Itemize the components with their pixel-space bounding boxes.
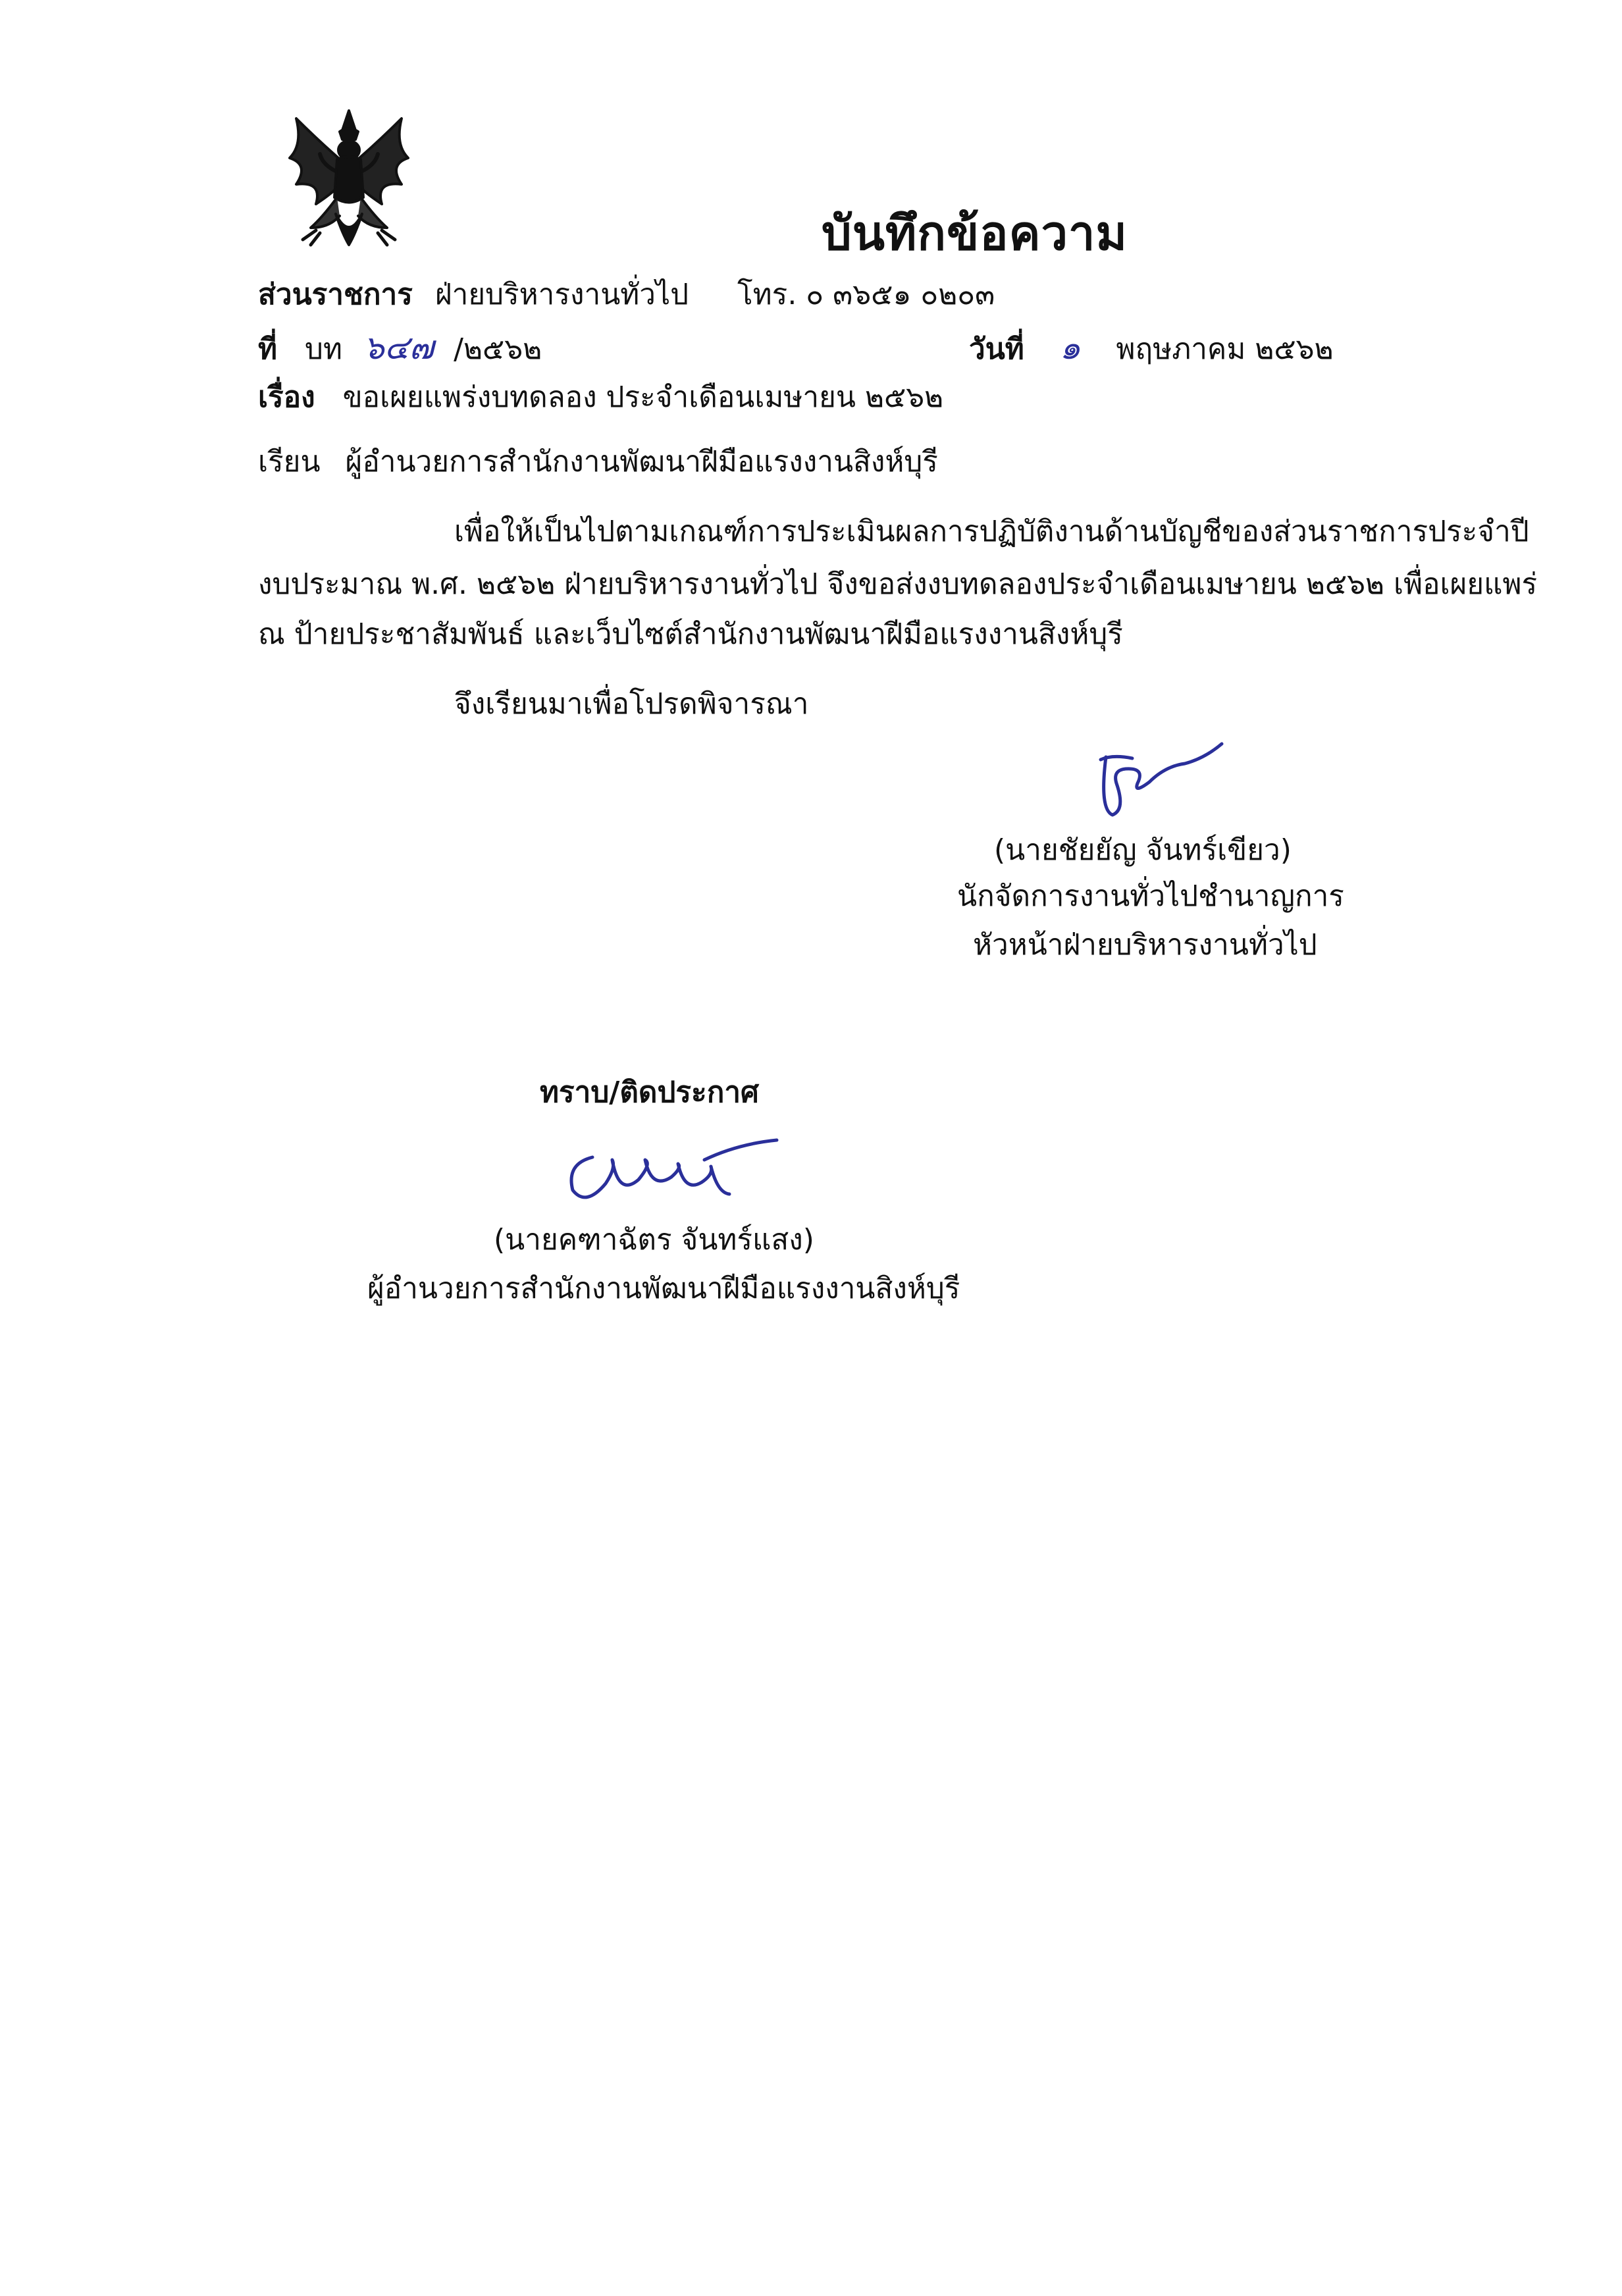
body-line-3: ณ ป้ายประชาสัมพันธ์ และเว็บไซต์สำนักงานพัฒนาฝีมือแรงงานสิงห์บุรี	[258, 617, 1123, 651]
subject-row	[258, 378, 943, 417]
memo-title: บันทึกข้อความ	[822, 205, 1128, 261]
body-line-2: งบประมาณ พ.ศ. ๒๕๖๒ ฝ่ายบริหารงานทั่วไป จึงขอส่งงบทดลองประจำเดือนเมษายน ๒๕๖๒ เพื่อเผยแพร่	[258, 567, 1538, 601]
approver-name: (นายคฑาฉัตร จันทร์แสง)	[494, 1223, 814, 1257]
signer-1-position-2: หัวหน้าฝ่ายบริหารงานทั่วไป	[973, 928, 1317, 962]
signer-1-position-1: นักจัดการงานทั่วไปชำนาญการ	[957, 879, 1344, 913]
number-suffix: /๒๕๖๒	[454, 332, 542, 366]
date-month-year: พฤษภาคม ๒๕๖๒	[1116, 332, 1334, 366]
signature-1-image	[1086, 731, 1231, 823]
phone-number: โทร. ๐ ๓๖๕๑ ๐๒๐๓	[737, 278, 995, 311]
closing-line: จึงเรียนมาเพื่อโปรดพิจารณา	[454, 687, 809, 721]
number-label: ที่	[258, 332, 278, 366]
date-day-handwritten: ๑	[1059, 328, 1081, 367]
number-handwritten: ๖๔๗	[363, 328, 434, 367]
subject-value: ขอเผยแพร่งบทดลอง ประจำเดือนเมษายน ๒๕๖๒	[342, 380, 944, 414]
department-label: ส่วนราชการ	[258, 278, 413, 311]
signature-2-image	[553, 1124, 790, 1216]
department-row	[258, 275, 995, 315]
date-row	[969, 328, 1334, 369]
subject-label: เรื่อง	[258, 380, 315, 414]
signer-1-name: (นายชัยยัญ จันทร์เขียว)	[994, 833, 1292, 867]
approver-position: ผู้อำนวยการสำนักงานพัฒนาฝีมือแรงงานสิงห์บุรี	[367, 1272, 960, 1305]
number-prefix: บท	[305, 332, 342, 366]
body-line-1: เพื่อให้เป็นไปตามเกณฑ์การประเมินผลการปฏิบัติงานด้านบัญชีของส่วนราชการประจำปี	[454, 515, 1529, 548]
salutation-row	[258, 442, 938, 482]
department-value: ฝ่ายบริหารงานทั่วไป	[434, 278, 689, 311]
garuda-emblem-icon	[276, 99, 421, 257]
document-number-row	[258, 328, 542, 369]
salutation-label: เรียน	[258, 445, 321, 479]
approval-note: ทราบ/ติดประกาศ	[540, 1076, 759, 1109]
salutation-value: ผู้อำนวยการสำนักงานพัฒนาฝีมือแรงงานสิงห์บุรี	[345, 445, 938, 479]
date-label: วันที่	[969, 332, 1024, 366]
